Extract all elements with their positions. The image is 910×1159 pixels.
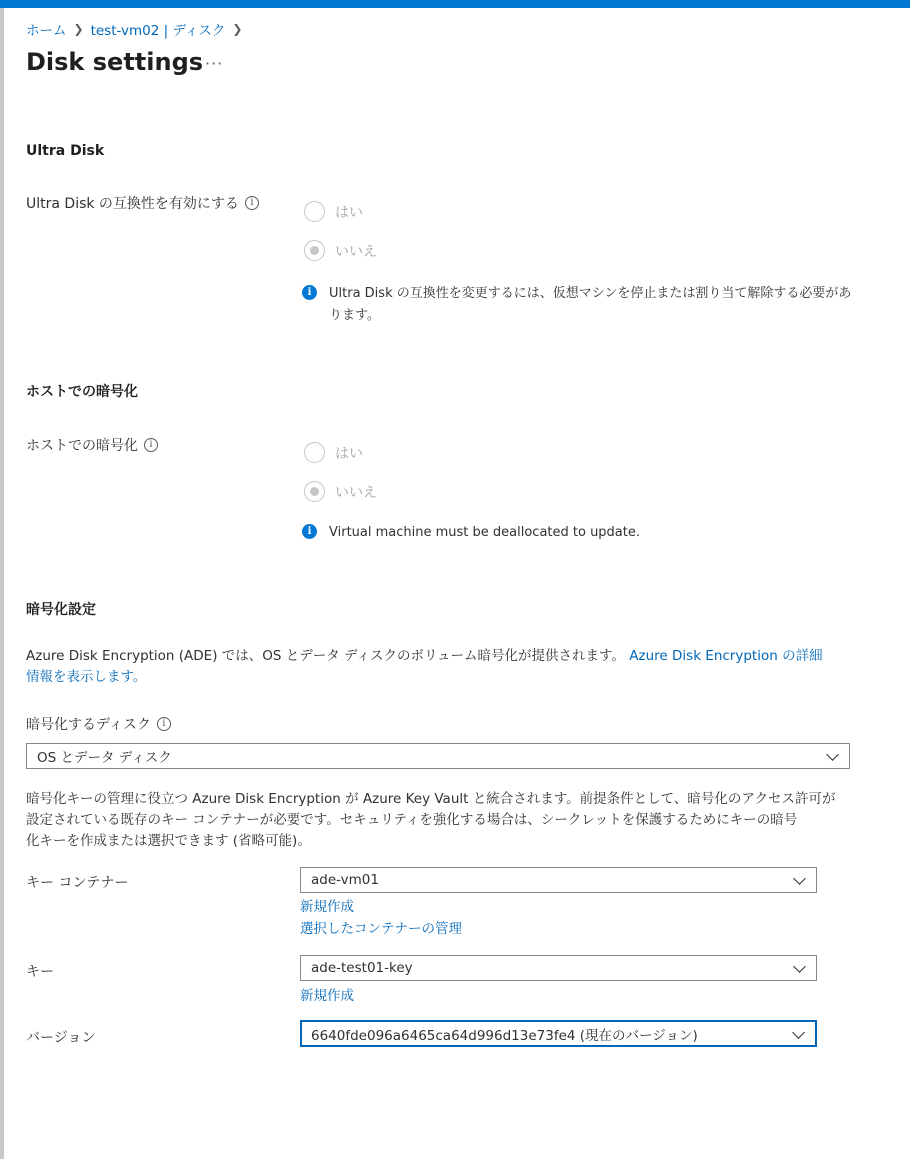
- chevron-down-icon: [792, 1026, 805, 1039]
- ultra-disk-label: [26, 193, 259, 213]
- radio-selected-icon: [304, 240, 325, 261]
- ade-learn-more-link-cont[interactable]: 情報を表示します。: [26, 669, 147, 685]
- portal-top-bar: [0, 0, 910, 8]
- manage-vault-link[interactable]: 選択したコンテナーの管理: [300, 921, 462, 937]
- key-vault-label: キー コンテナー: [26, 875, 129, 891]
- key-label: キー: [26, 964, 54, 980]
- disks-to-encrypt-label-text: 暗号化するディスク: [26, 717, 151, 733]
- left-border: [0, 8, 4, 1159]
- version-label: バージョン: [26, 1030, 96, 1046]
- ade-description: [26, 646, 856, 688]
- host-encryption-label-text: ホストでの暗号化: [26, 438, 138, 454]
- key-vault-value: ade-vm01: [311, 872, 379, 888]
- ultra-disk-heading: Ultra Disk: [26, 143, 105, 159]
- radio-circle-icon: [304, 201, 325, 222]
- info-icon[interactable]: i: [144, 438, 158, 452]
- host-encryption-note: [302, 522, 640, 544]
- ultra-disk-note: [302, 283, 851, 327]
- key-dropdown[interactable]: [300, 955, 817, 981]
- page-title: Disk settings: [26, 48, 204, 76]
- key-vault-dropdown[interactable]: [300, 867, 817, 893]
- ultra-disk-label-text: Ultra Disk の互換性を有効にする: [26, 196, 239, 212]
- info-filled-icon: i: [302, 285, 317, 300]
- host-encryption-yes-radio[interactable]: [304, 442, 363, 463]
- radio-circle-icon: [304, 442, 325, 463]
- radio-selected-icon: [304, 481, 325, 502]
- version-value: 6640fde096a6465ca64d996d13e73fe4 (現在のバージョン): [311, 1027, 698, 1044]
- chevron-down-icon: [826, 748, 839, 761]
- info-icon[interactable]: i: [245, 196, 259, 210]
- breadcrumb: [26, 19, 242, 39]
- info-icon[interactable]: i: [157, 717, 171, 731]
- kv-desc-line1: 暗号化キーの管理に役立つ Azure Disk Encryption が Azure Key Vault と統合されます。前提条件として、暗号化のアクセス許可が: [26, 791, 836, 807]
- disks-to-encrypt-value: OS とデータ ディスク: [37, 750, 172, 766]
- host-encryption-yes-label: はい: [335, 445, 363, 462]
- disks-to-encrypt-dropdown[interactable]: [26, 743, 850, 769]
- more-options-button[interactable]: ···: [205, 54, 224, 73]
- encryption-settings-heading: 暗号化設定: [26, 602, 96, 618]
- chevron-down-icon: [793, 960, 806, 973]
- ultra-disk-note-line2: ります。: [329, 308, 380, 323]
- ultra-disk-yes-radio[interactable]: [304, 201, 363, 222]
- ultra-disk-no-label: いいえ: [335, 243, 377, 260]
- ade-description-text: Azure Disk Encryption (ADE) では、OS とデータ ディスクのボリューム暗号化が提供されます。: [26, 648, 625, 664]
- key-vault-description: [26, 789, 856, 852]
- ultra-disk-no-radio[interactable]: [304, 240, 377, 261]
- key-vault-create-link[interactable]: 新規作成: [300, 899, 354, 915]
- chevron-right-icon: ❯: [73, 22, 84, 36]
- key-create-link[interactable]: 新規作成: [300, 988, 354, 1004]
- host-encryption-note-text: Virtual machine must be deallocated to update.: [329, 525, 641, 540]
- breadcrumb-home[interactable]: ホーム: [26, 23, 67, 39]
- ultra-disk-note-line1: Ultra Disk の互換性を変更するには、仮想マシンを停止または割り当て解除する必要があ: [329, 286, 852, 301]
- kv-desc-line3: 化キーを作成または選択できます (省略可能)。: [26, 833, 311, 849]
- chevron-down-icon: [793, 872, 806, 885]
- kv-desc-line2: 設定されている既存のキー コンテナーが必要です。セキュリティを強化する場合は、シークレットを保護するためにキーの暗号: [26, 812, 798, 828]
- version-dropdown[interactable]: [300, 1020, 817, 1047]
- info-filled-icon: i: [302, 524, 317, 539]
- chevron-right-icon: ❯: [232, 22, 243, 36]
- disks-to-encrypt-label: [26, 714, 171, 734]
- host-encryption-no-label: いいえ: [335, 484, 377, 501]
- host-encryption-no-radio[interactable]: [304, 481, 377, 502]
- host-encryption-heading: ホストでの暗号化: [26, 384, 138, 400]
- ultra-disk-yes-label: はい: [335, 204, 363, 221]
- ade-learn-more-link[interactable]: Azure Disk Encryption の詳細: [629, 648, 823, 664]
- breadcrumb-vm-disks[interactable]: test-vm02 | ディスク: [90, 23, 226, 39]
- key-value: ade-test01-key: [311, 960, 413, 976]
- host-encryption-label: [26, 435, 158, 455]
